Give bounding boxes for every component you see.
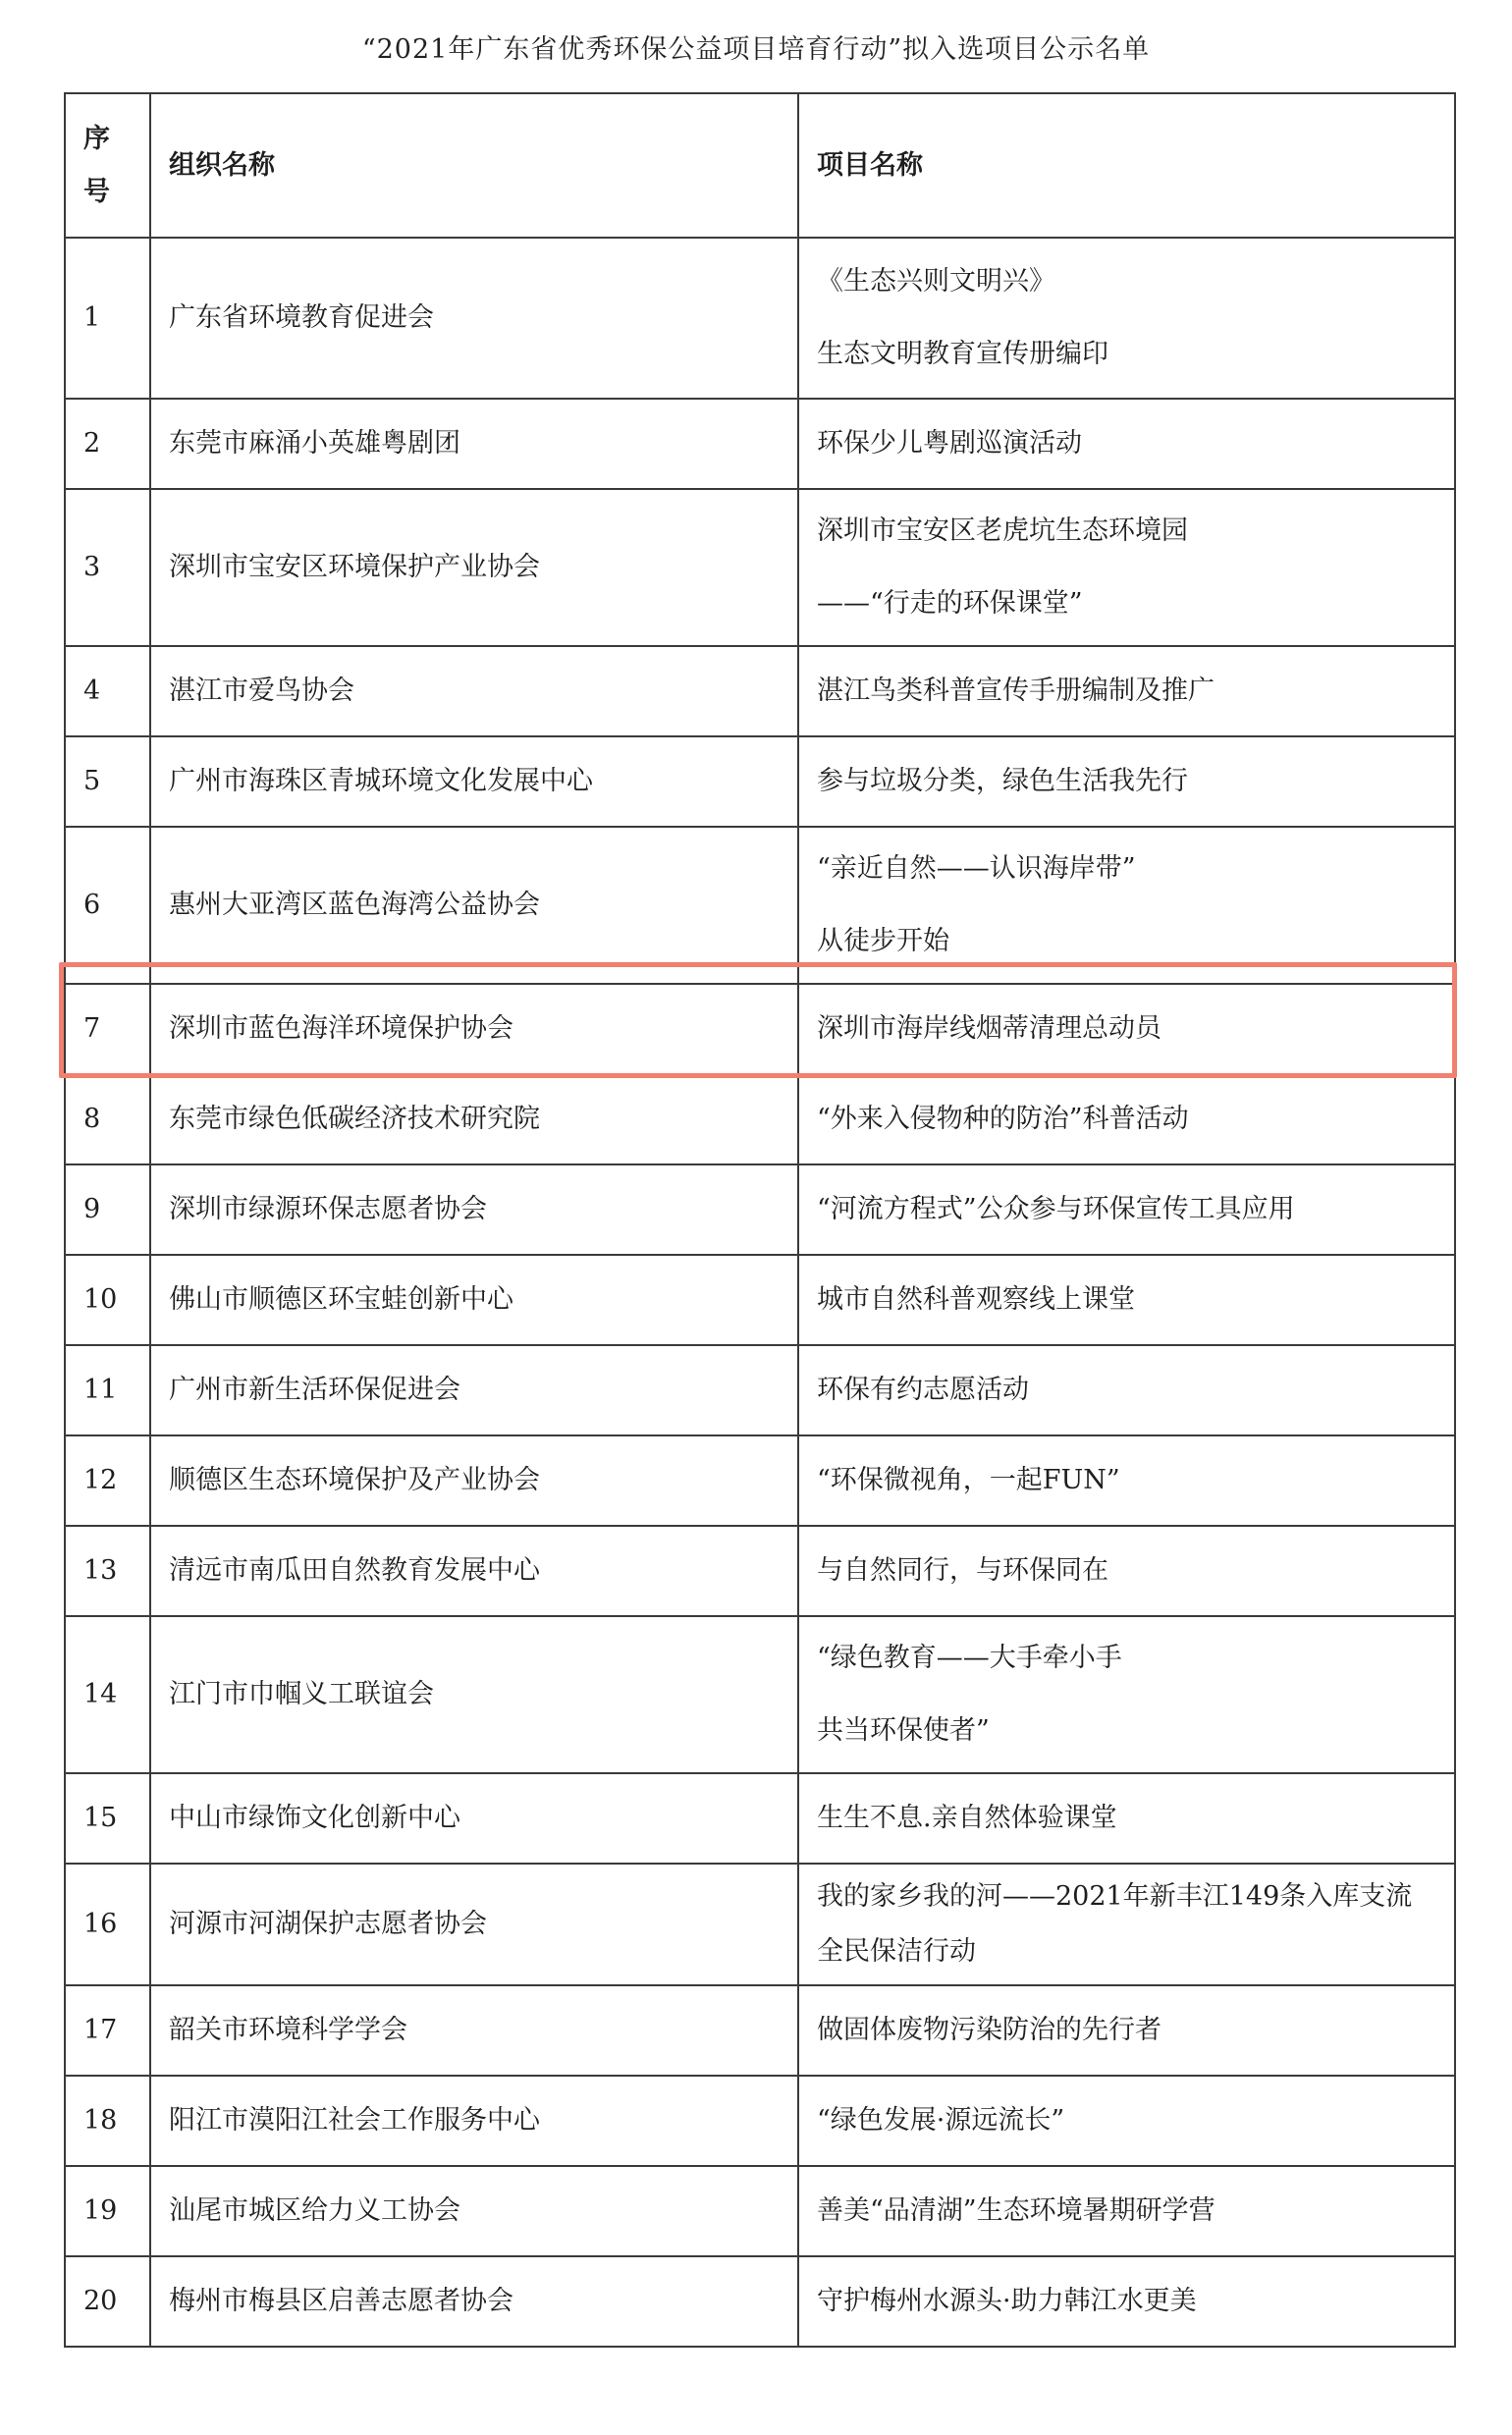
project-name [798, 399, 1455, 489]
organization-name: 韶关市环境科学学会 [150, 1985, 798, 2076]
project-name [798, 646, 1455, 736]
table-row [65, 1526, 1455, 1616]
table-row [65, 1435, 1455, 1526]
table-row [65, 238, 1455, 399]
organization-name: 东莞市麻涌小英雄粤剧团 [150, 399, 798, 489]
table-header-row [65, 93, 1455, 238]
header-org: 组织名称 [150, 93, 798, 238]
project-name-line: 做固体废物污染防治的先行者 [817, 2015, 1161, 2045]
organization-name: 广东省环境教育促进会 [150, 238, 798, 399]
organization-name: 梅州市梅县区启善志愿者协会 [150, 2256, 798, 2347]
row-number: 1 [65, 238, 150, 399]
project-name [798, 984, 1455, 1074]
organization-name: 中山市绿饰文化创新中心 [150, 1773, 798, 1864]
table-row [65, 1864, 1455, 1985]
project-name [798, 1616, 1455, 1773]
document-title: “2021年广东省优秀环保公益项目培育行动”拟入选项目公示名单 [361, 34, 1151, 65]
project-name-line: 深圳市海岸线烟蒂清理总动员 [817, 1013, 1161, 1044]
organization-name: 广州市新生活环保促进会 [150, 1345, 798, 1435]
row-number: 10 [65, 1255, 150, 1345]
table-row [65, 2166, 1455, 2256]
table-row [65, 646, 1455, 736]
project-name [798, 1345, 1455, 1435]
project-name [798, 1985, 1455, 2076]
project-name [798, 736, 1455, 827]
row-number: 4 [65, 646, 150, 736]
organization-name: 江门市巾帼义工联谊会 [150, 1616, 798, 1773]
project-name-line: 守护梅州水源头·助力韩江水更美 [817, 2286, 1197, 2316]
project-name-line: “绿色发展·源远流长” [817, 2105, 1065, 2136]
organization-name: 深圳市宝安区环境保护产业协会 [150, 489, 798, 646]
row-number: 20 [65, 2256, 150, 2347]
project-name-line: 全民保洁行动 [817, 1936, 976, 1967]
project-name-line: 我的家乡我的河——2021年新丰江149条入库支流 [817, 1881, 1413, 1912]
table-row [65, 1255, 1455, 1345]
row-number: 11 [65, 1345, 150, 1435]
project-name-line: 城市自然科普观察线上课堂 [817, 1284, 1135, 1315]
table-row [65, 2076, 1455, 2166]
table-row [65, 2256, 1455, 2347]
project-name-line: “绿色教育——大手牵小手 [817, 1643, 1122, 1673]
row-number: 18 [65, 2076, 150, 2166]
table-row [65, 1164, 1455, 1255]
row-number: 12 [65, 1435, 150, 1526]
project-name-line: ——“行走的环保课堂” [817, 588, 1083, 619]
organization-name: 清远市南瓜田自然教育发展中心 [150, 1526, 798, 1616]
organization-name: 湛江市爱鸟协会 [150, 646, 798, 736]
project-name [798, 2166, 1455, 2256]
organization-name: 佛山市顺德区环宝蛙创新中心 [150, 1255, 798, 1345]
project-name-line: 生态文明教育宣传册编印 [817, 339, 1108, 369]
project-name-line: 从徒步开始 [817, 926, 949, 956]
project-name-line: “外来入侵物种的防治”科普活动 [817, 1104, 1189, 1134]
table-row [65, 1345, 1455, 1435]
project-name [798, 2076, 1455, 2166]
row-number: 15 [65, 1773, 150, 1864]
row-number: 7 [65, 984, 150, 1074]
organization-name: 汕尾市城区给力义工协会 [150, 2166, 798, 2256]
project-name [798, 1074, 1455, 1164]
organization-name: 深圳市蓝色海洋环境保护协会 [150, 984, 798, 1074]
table-row [65, 489, 1455, 646]
organization-name: 顺德区生态环境保护及产业协会 [150, 1435, 798, 1526]
table-row [65, 1616, 1455, 1773]
row-number: 19 [65, 2166, 150, 2256]
project-name-line: 环保有约志愿活动 [817, 1375, 1029, 1405]
project-name-line: “河流方程式”公众参与环保宣传工具应用 [817, 1194, 1295, 1224]
table-row [65, 1985, 1455, 2076]
project-name-line: 共当环保使者” [817, 1715, 990, 1746]
row-number: 6 [65, 827, 150, 984]
table-row [65, 827, 1455, 984]
project-name [798, 1526, 1455, 1616]
organization-name: 河源市河湖保护志愿者协会 [150, 1864, 798, 1985]
project-name [798, 2256, 1455, 2347]
project-name-line: 湛江鸟类科普宣传手册编制及推广 [817, 676, 1215, 706]
header-project: 项目名称 [798, 93, 1455, 238]
project-name [798, 1435, 1455, 1526]
project-name [798, 1164, 1455, 1255]
project-name-line: 《生态兴则文明兴》 [817, 266, 1055, 297]
row-number: 14 [65, 1616, 150, 1773]
project-name [798, 1255, 1455, 1345]
row-number: 3 [65, 489, 150, 646]
table-row [65, 736, 1455, 827]
row-number: 13 [65, 1526, 150, 1616]
organization-name: 东莞市绿色低碳经济技术研究院 [150, 1074, 798, 1164]
row-number: 9 [65, 1164, 150, 1255]
row-number: 8 [65, 1074, 150, 1164]
project-name-line: 与自然同行，与环保同在 [817, 1555, 1108, 1586]
organization-name: 阳江市漠阳江社会工作服务中心 [150, 2076, 798, 2166]
project-name [798, 827, 1455, 984]
row-number: 16 [65, 1864, 150, 1985]
project-name-line: “环保微视角，一起FUN” [817, 1465, 1120, 1495]
project-name [798, 1864, 1455, 1985]
table-row [65, 1773, 1455, 1864]
table-row [65, 984, 1455, 1074]
project-name-line: 环保少儿粤剧巡演活动 [817, 428, 1082, 459]
organization-name: 惠州大亚湾区蓝色海湾公益协会 [150, 827, 798, 984]
header-num: 序号 [65, 93, 150, 238]
table-row [65, 399, 1455, 489]
project-name [798, 238, 1455, 399]
project-name-line: 参与垃圾分类，绿色生活我先行 [817, 766, 1188, 796]
organization-name: 深圳市绿源环保志愿者协会 [150, 1164, 798, 1255]
project-name [798, 1773, 1455, 1864]
project-list-table [64, 92, 1456, 2348]
organization-name: 广州市海珠区青城环境文化发展中心 [150, 736, 798, 827]
project-name-line: 善美“品清湖”生态环境暑期研学营 [817, 2195, 1215, 2226]
table-row [65, 1074, 1455, 1164]
project-name [798, 489, 1455, 646]
project-name-line: 深圳市宝安区老虎坑生态环境园 [817, 515, 1188, 546]
project-name-line: 生生不息.亲自然体验课堂 [817, 1803, 1117, 1833]
row-number: 17 [65, 1985, 150, 2076]
row-number: 5 [65, 736, 150, 827]
row-number: 2 [65, 399, 150, 489]
project-name-line: “亲近自然——认识海岸带” [817, 853, 1136, 884]
